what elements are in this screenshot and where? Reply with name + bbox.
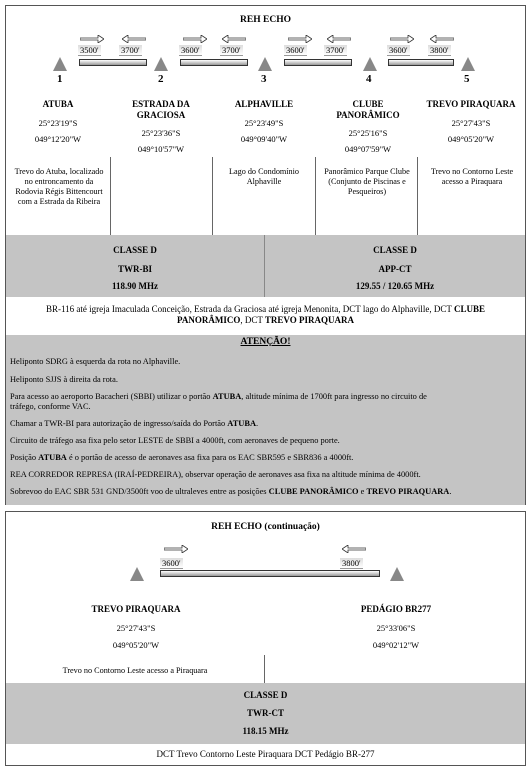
airspace-class: CLASSE D xyxy=(113,245,157,255)
waypoint-description: Trevo no Contorno Leste acesso a Piraquara xyxy=(62,666,208,675)
waypoint-name: ALPHAVILLE xyxy=(234,99,294,109)
route-text-part: , DCT xyxy=(240,315,265,325)
outbound-altitude: 3600' xyxy=(181,45,200,55)
note-text: . xyxy=(449,487,452,496)
divider xyxy=(315,157,316,235)
attention-note xyxy=(10,487,521,497)
outbound-altitude: 3600' xyxy=(389,45,408,55)
waypoint-description: Trevo do Atuba, localizado no entroncamento da Rodovia Régis Bittencourt com a Estrada da Ribeira xyxy=(14,167,104,206)
waypoint-number: 1 xyxy=(57,73,63,85)
atc-frequency: 129.55 / 120.65 MHz xyxy=(355,281,435,291)
waypoint-triangle-icon xyxy=(363,57,377,71)
route-segment xyxy=(284,59,352,66)
return-altitude: 3800' xyxy=(342,558,361,568)
waypoint-description: Panorâmico Parque Clube (Conjunto de Piscinas e Pesqueiros) xyxy=(324,167,410,196)
waypoint-triangle-icon xyxy=(53,57,67,71)
route-text-bold: CLUBE xyxy=(453,304,485,314)
return-altitude: 3700' xyxy=(121,45,140,55)
waypoint-description: Lago do Condomínio Alphaville xyxy=(228,167,300,186)
arrow-left-icon xyxy=(342,545,366,553)
waypoint-number: 2 xyxy=(158,73,164,85)
waypoint-longitude: 049°07'59"W xyxy=(344,144,392,154)
waypoint-name: ATUBA xyxy=(42,99,74,109)
note-bold: CLUBE PANORÂMICO xyxy=(268,487,359,496)
route-description: DCT Trevo Contorno Leste Piraquara DCT Pedágio BR-277 xyxy=(156,749,375,759)
waypoint-number: 4 xyxy=(366,73,372,85)
waypoint-longitude: 049°02'12"W xyxy=(372,640,420,650)
note-bold: ATUBA xyxy=(212,392,242,401)
waypoint-name: ESTRADA DA GRACIOSA xyxy=(132,99,190,120)
waypoint-latitude: 25°33'06"S xyxy=(376,623,416,633)
arrow-right-icon xyxy=(164,545,188,553)
outbound-altitude: 3600' xyxy=(162,558,181,568)
divider xyxy=(110,157,111,235)
waypoint-name: CLUBE PANORÂMICO xyxy=(336,99,400,120)
divider xyxy=(264,655,265,683)
atc-unit: TWR-CT xyxy=(246,708,284,718)
note-text: e xyxy=(358,487,367,496)
waypoint-number: 3 xyxy=(261,73,267,85)
return-altitude: 3700' xyxy=(326,45,345,55)
reh-echo-continuation-panel xyxy=(5,511,526,766)
attention-note: Heliponto SJJS à direita da rota. xyxy=(10,375,118,384)
waypoint-name: TREVO PIRAQUARA xyxy=(91,604,181,614)
note-text: tráfego, conforme VAC. xyxy=(10,402,91,411)
waypoint-triangle-icon xyxy=(461,57,475,71)
note-text: Sobrevoo do EAC SBR 531 GND/3500ft voo de ultraleves entre as posições xyxy=(10,487,269,496)
attention-box xyxy=(6,335,525,505)
panel-title: REH ECHO xyxy=(240,15,291,25)
atc-unit: TWR-BI xyxy=(117,264,152,274)
waypoint-number: 5 xyxy=(464,73,470,85)
divider xyxy=(212,157,213,235)
attention-note xyxy=(10,453,521,463)
attention-note: Circuito de tráfego asa fixa pelo setor LESTE de SBBI a 4000ft, com aeronaves de pequeno porte. xyxy=(10,436,340,445)
atc-frequency: 118.15 MHz xyxy=(242,726,289,736)
arrow-right-icon xyxy=(390,35,414,43)
waypoint-triangle-icon xyxy=(390,567,404,581)
outbound-altitude: 3500' xyxy=(80,45,99,55)
note-text: Para acesso ao aeroporto Bacacheri (SBBI) utilizar o portão xyxy=(10,392,213,401)
waypoint-latitude: 25°23'49"S xyxy=(244,118,284,128)
arrow-left-icon xyxy=(430,35,454,43)
note-text: é o portão de acesso de aeronaves asa fixa para os EAC SBR595 e SBR836 a 4000ft. xyxy=(66,453,354,462)
waypoint-latitude: 25°27'43"S xyxy=(116,623,156,633)
route-segment xyxy=(79,59,147,66)
attention-note: REA CORREDOR REPRESA (IRAÍ-PEDREIRA), observar operação de aeronaves asa fixa na altitude mínima de 4000ft. xyxy=(10,470,421,479)
route-segment xyxy=(388,59,454,66)
return-altitude: 3700' xyxy=(222,45,241,55)
route-text-part: BR-116 até igreja Imaculada Conceição, Estrada da Graciosa até igreja Menonita, DCT lago do Alphaville, DCT xyxy=(46,304,454,314)
attention-note xyxy=(10,392,521,412)
waypoint-latitude: 25°25'16"S xyxy=(348,128,388,138)
atc-unit: APP-CT xyxy=(378,264,412,274)
arrow-right-icon xyxy=(288,35,312,43)
note-text: Chamar a TWR-BI para autorização de ingresso/saída do Portão xyxy=(10,419,228,428)
note-text: , altitude mínima de 1700ft para ingresso no circuito de xyxy=(241,392,427,401)
panel-title: REH ECHO (continuação) xyxy=(211,522,320,532)
airspace-class: CLASSE D xyxy=(373,245,417,255)
outbound-altitude: 3600' xyxy=(286,45,305,55)
reh-echo-panel xyxy=(5,5,526,505)
waypoint-longitude: 049°05'20"W xyxy=(447,134,495,144)
arrow-left-icon xyxy=(327,35,351,43)
arrow-right-icon xyxy=(80,35,104,43)
arrow-left-icon xyxy=(122,35,146,43)
waypoint-triangle-icon xyxy=(130,567,144,581)
arrow-right-icon xyxy=(183,35,207,43)
waypoint-triangle-icon xyxy=(258,57,272,71)
attention-note: Heliponto SDRG à esquerda da rota no Alphaville. xyxy=(10,357,181,366)
atc-frequency: 118.90 MHz xyxy=(112,281,158,291)
waypoint-longitude: 049°09'40"W xyxy=(240,134,288,144)
waypoint-name: TREVO PIRAQUARA xyxy=(426,99,516,109)
waypoint-longitude: 049°10'57"W xyxy=(137,144,185,154)
waypoint-latitude: 25°27'43"S xyxy=(451,118,491,128)
route-segment xyxy=(180,59,248,66)
return-altitude: 3800' xyxy=(430,45,449,55)
note-bold: TREVO PIRAQUARA xyxy=(366,487,450,496)
note-bold: ATUBA xyxy=(227,419,256,428)
waypoint-longitude: 049°05'20"W xyxy=(112,640,160,650)
route-text-bold: PANORÂMICO xyxy=(177,315,241,325)
waypoint-name: PEDÁGIO BR277 xyxy=(360,604,432,614)
attention-title: ATENÇÃO! xyxy=(240,337,291,347)
note-text: Posição xyxy=(10,453,39,462)
attention-note xyxy=(10,419,521,429)
route-segment xyxy=(160,570,380,577)
note-bold: ATUBA xyxy=(38,453,67,462)
waypoint-longitude: 049°12'20"W xyxy=(34,134,82,144)
airspace-class: CLASSE D xyxy=(243,690,288,700)
waypoint-latitude: 25°23'36"S xyxy=(141,128,181,138)
waypoint-latitude: 25°23'19"S xyxy=(38,118,78,128)
waypoint-description: Trevo no Contorno Leste acesso a Piraquara xyxy=(430,167,514,186)
note-text: . xyxy=(256,419,259,428)
arrow-left-icon xyxy=(222,35,246,43)
route-text-bold: TREVO PIRAQUARA xyxy=(264,315,354,325)
divider xyxy=(417,157,418,235)
route-description xyxy=(6,304,525,326)
waypoint-triangle-icon xyxy=(154,57,168,71)
